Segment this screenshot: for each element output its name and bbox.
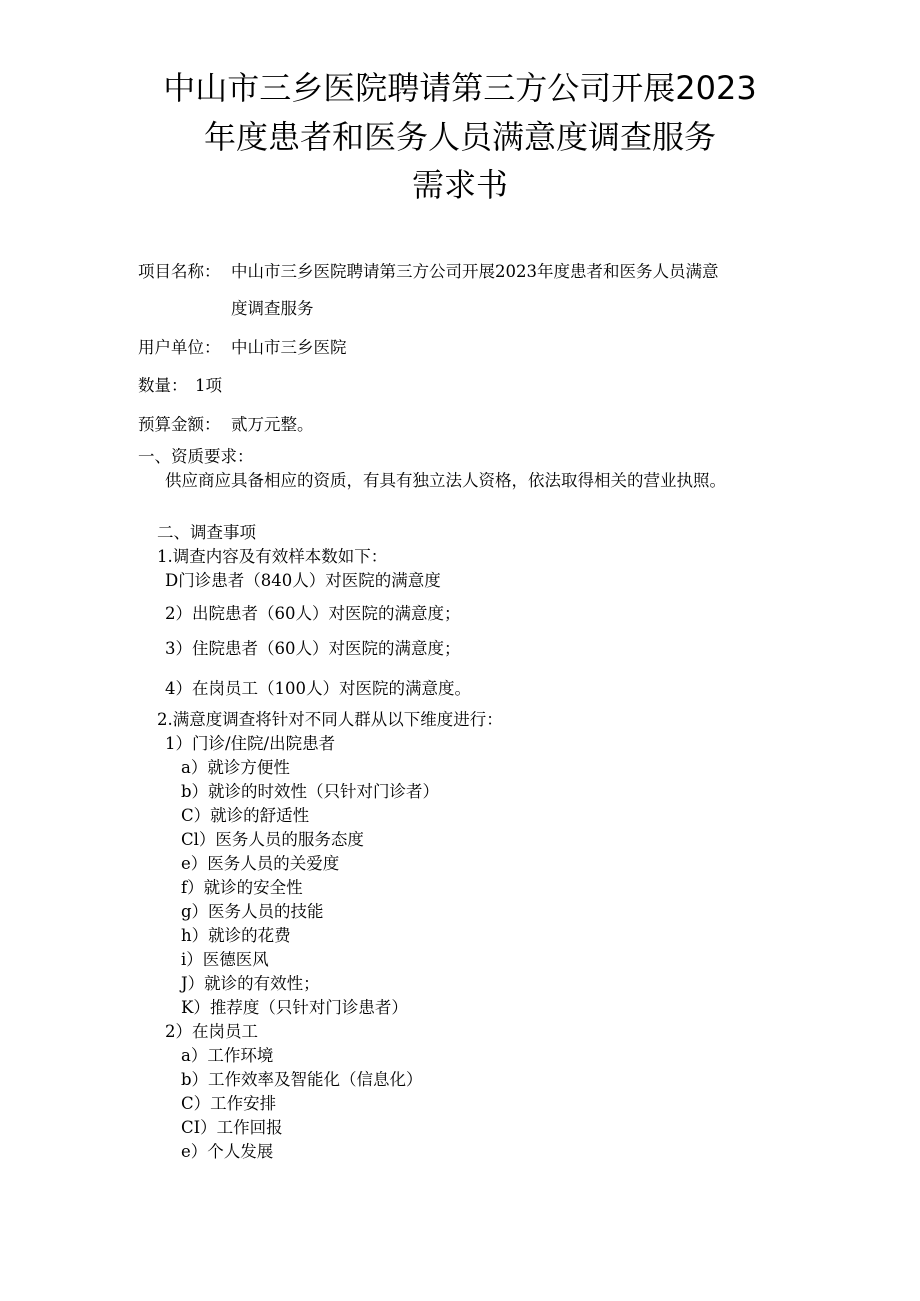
list-item: f）就诊的安全性 (181, 878, 303, 897)
group-1-heading: 1）门诊/住院/出院患者 (165, 734, 336, 753)
list-item: e）个人发展 (181, 1142, 274, 1161)
quantity-label: 数量： (138, 376, 188, 395)
list-item: a）就诊方便性 (181, 758, 290, 777)
list-item: h）就诊的花费 (181, 926, 291, 945)
list-item: K）推荐度（只针对门诊患者） (181, 998, 408, 1017)
list-item: g）医务人员的技能 (181, 902, 324, 921)
user-unit-value: 中山市三乡医院 (231, 338, 347, 357)
list-item: J）就诊的有效性； (181, 974, 320, 993)
list-item: a）工作环境 (181, 1046, 274, 1065)
sub-2-heading: 2.满意度调查将针对不同人群从以下维度进行： (157, 710, 503, 729)
list-item: b）工作效率及智能化（信息化） (181, 1070, 423, 1089)
section-1-heading: 一、资质要求： (138, 447, 254, 466)
list-item: b）就诊的时效性（只针对门诊者） (181, 782, 440, 801)
title-line-3: 需求书 (411, 166, 508, 204)
section-2-heading: 二、调查事项 (157, 523, 256, 542)
list-item: CI）工作回报 (181, 1118, 283, 1137)
user-unit-label: 用户单位： (138, 338, 221, 357)
group-2-heading: 2）在岗员工 (165, 1022, 258, 1041)
list-item: C）就诊的舒适性 (181, 806, 310, 825)
section-1-text: 供应商应具备相应的资质，有具有独立法人资格，依法取得相关的营业执照。 (165, 471, 726, 490)
list-item: 4）在岗员工（100人）对医院的满意度。 (165, 679, 471, 698)
list-item: 2）出院患者（60人）对医院的满意度； (165, 604, 461, 623)
list-item: e）医务人员的关爱度 (181, 854, 340, 873)
title-line-2: 年度患者和医务人员满意度调查服务 (203, 118, 716, 156)
list-item: i）医德医风 (181, 950, 269, 969)
project-name-value: 中山市三乡医院聘请第三方公司开展2023年度患者和医务人员满意 (231, 262, 719, 281)
quantity-value: 1项 (195, 376, 222, 395)
project-name-label: 项目名称： (138, 262, 221, 281)
sub-1-heading: 1.调查内容及有效样本数如下： (157, 547, 388, 566)
list-item: C）工作安排 (181, 1094, 277, 1113)
list-item: Cl）医务人员的服务态度 (181, 830, 364, 849)
budget-value: 贰万元整。 (231, 415, 314, 434)
list-item: D门诊患者（840人）对医院的满意度 (165, 571, 441, 590)
project-name-value-cont: 度调查服务 (231, 299, 314, 318)
budget-label: 预算金额： (138, 415, 221, 434)
list-item: 3）住院患者（60人）对医院的满意度； (165, 639, 461, 658)
title-line-1: 中山市三乡医院聘请第三方公司开展2023 (163, 69, 757, 107)
